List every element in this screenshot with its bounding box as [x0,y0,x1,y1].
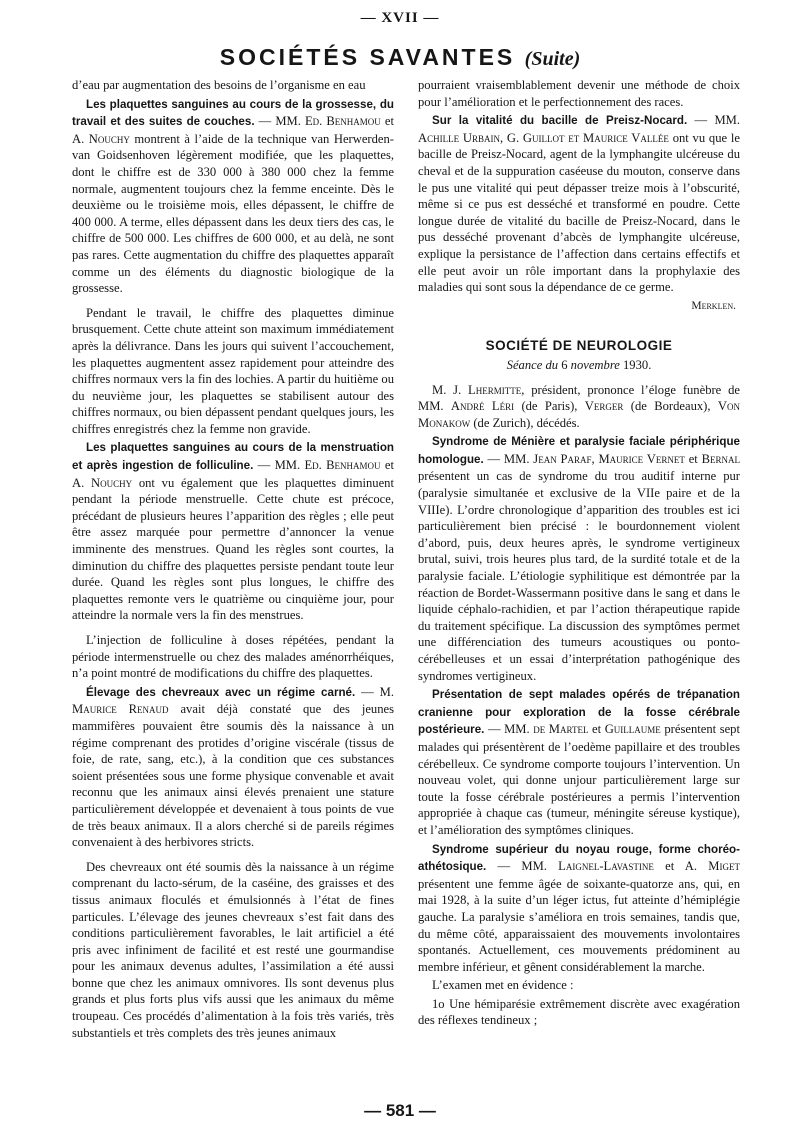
continuation-paragraph: pourraient vraisemblablement devenir une méthode de choix pour l’amélioration et le perfectionnement des races. [418,78,740,109]
article-text: présentent un cas de syndrome du trou auditif interne pur (paralysie simultanée et exclusive de la VIIe paire et de la VIIIe). L’ordre chronologique d’apparition des troubles est ici particulièrement bien précisé : le bourdonnement violent d’abord, puis, deux heures après, le syndrome vertigineux brutal, suivi, trois heures plus tard, de la surdité totale et de la paralysie faciale. L’étiologie syphilitique est démontrée par la réaction de Bordet-Wassermann positive dans le sang et dans le liquide céphalo-rachidien, et par l’action thérapeutique rapide du traitement spécifique. La discussion des symptômes permet une différenciation des tumeurs acoustiques ou ponto-cérébelleuses et un essai d’interprétation pathogénique des syndromes vertigineux. [418,469,740,683]
author-name: Maurice Renaud [72,702,169,717]
article-title: Syndrome de Ménière et paralysie faciale périphérique homologue. [418,435,740,466]
article-text: montrent à l’aide de la technique van Herwerden-van Goidsenhoven légèrement modifiée, que les plaquettes, dont le chiffre est de 330 000 à 380 000 chez la femme normale, augmentent toujours chez la femme enceinte. Dès le deuxième ou le troisième mois, elles dépassent, le chiffre de 400 000. A terme, elles dépassent dans les deux tiers des cas, le chiffre de 500 000. Les chiffres de 600 000, et au delà, ne sont pas rares. Cette augmentation du chiffre des plaquettes apparaît comme un des éléments du diagnostic biologique de la grossesse. [72,131,394,296]
left-column [72,77,394,1099]
article-plaquettes-menstruation: Les plaquettes sanguines au cours de la menstruation et après ingestion de folliculine. — MM. Ed. Benhamou et A. Nouchy ont vu également que les plaquettes diminuent pendant la période menstruelle. Cette chute est précoce, précédant de plusieurs heures l’apparition des règles ; elle peut être assez marquée pour permettre d’annoncer la venue imminente des menstrues. Quand les règles sont courtes, la diminution du chiffre des plaquettes persiste pendant toute leur durée. Quand les règles sont plus longues, le chiffre des plaquettes remonte vers le quatrième ou cinquième jour, pour atteindre la normale vers la fin des menstrues. [72,441,394,623]
article-preisz-nocard: Sur la vitalité du bacille de Preisz-Nocard. — MM. Achille Urbain, G. Guillot et Maurice Vallée ont vu que le bacille de Preisz-Nocard, agent de la lymphangite ulcéreuse du cheval et de la suppuration caséeuse du mouton, conserve dans le pus une vitalité qui peut dépasser treize mois à l’obscurité, même si ce pus est desséché et transformé en poudre. Cette longue durée de vitalité du bacille de Preisz-Nocard, dans le pus desséché provenant d’abcès de lymphangite ulcéreuse, explique la persistance de l’affection dans certains effectifs et elle peut avoir un rôle important dans la prophylaxie des maladies qui sont sous la dépendance de ce germe. [418,113,740,295]
article-paragraph: L’examen met en évidence : [432,978,574,993]
article-paragraph: Pendant le travail, le chiffre des plaquettes diminue brusquement. Cette chute atteint son maximum immédiatement après la délivrance. Dans les jours qui suivent l’accouchement, les plaquettes augmentent assez rapidement pour atteindre des chiffres normaux vers la fin des lochies. A partir du huitième ou du neuvième jour, les plaquettes se stabilisent autour des chiffres normaux, ou bien dépassent pendant quelques jours, les chiffres enregistrés chez la femme non gravide. [72,305,394,436]
article-title: Présentation de sept malades opérés de trépanation cranienne pour exploration de la fosse cérébrale postérieure. [418,688,740,737]
article-title: Les plaquettes sanguines au cours de la grossesse, du travail et des suites de couches. [72,97,394,129]
signature: Merklen. [691,299,736,312]
heading-suite: (Suite) [524,48,581,70]
article-meniere: Syndrome de Ménière et paralysie faciale périphérique homologue. — MM. Jean Paraf, Maurice Vernet et Bernal présentent un cas de syndrome du trou auditif interne pur (paralysie simultanée et exclusive de la VIIe paire et de la VIIIe). L’ordre chronologique d’apparition des troubles est ici particulièrement bien précisé : le bourdonnement violent d’abord, puis, deux heures après, le syndrome vertigineux brutal, suivi, trois heures plus tard, de la surdité totale et de la paralysie faciale. L’étiologie syphilitique est démontrée par la réaction de Bordet-Wassermann positive dans le sang et dans le liquide céphalo-rachidien, et par l’action thérapeutique rapide du traitement spécifique. La discussion des symptômes permet une différenciation des tumeurs acoustiques ou ponto-cérébelleuses et un essai d’interprétation pathogénique des syndromes vertigineux. [418,435,740,683]
continuation-paragraph: d’eau par augmentation des besoins de l’organisme en eau [72,78,366,92]
article-trepanation: Présentation de sept malades opérés de trépanation cranienne pour exploration de la fosse cérébrale postérieure. — MM. de Martel et Guillaume présentent sept malades qui présentèrent de l’oedème papillaire et des troubles cérébelleux. Ce syndrome comporte toujours l’intervention. Un nouveau volet, qui donne unjour particulièrement large sur toute la fosse cérébrale postérieures a permis l’intervention appropriée à chaque cas (tumeur, méningite séreuse kystique), et l’amélioration des symptômes cliniques. [418,688,740,837]
author-name: Verger [584,399,624,414]
article-paragraph: Des chevreaux ont été soumis dès la naissance à un régime comprenant du lacto-sérum, de la caséine, des graisses et des tissus animaux floculés et émulsionnés à l’état de fines particules. L’élevage des jeunes chevreaux s’est fait dans des conditions particulièrement favorables, le lait artificiel a été pris avec infiniment de facilité et est resté une gourmandise pour les animaux devenus adultes, l’assimilation a été aussi bonne que chez les animaux omnivores. Ils sont devenus plus grands et plus forts plus vifs aussi que les animaux du même troupeau. Ces procédés d’alimentation à la fois très variés, très substantiels et très complets des très jeunes animaux [72,859,394,1040]
author-name: Laignel-Lavastine [558,859,654,874]
article-title: Élevage des chevreaux avec un régime carné. [86,685,356,699]
article-title: Syndrome supérieur du noyau rouge, forme choréo-athétosique. [418,842,740,874]
article-text: présentent une femme âgée de soixante-quatorze ans, qui, en mai 1928, à la suite d’un léger ictus, fut atteinte d’hémiplégie gauche. La paralysie s’améliora en trois semaines, tandis que, du même côté, apparaissaient des mouvements involontaires spontanés. Actuellement, ces mouvements prédominent au membre inférieur, et gênent considérablement la marche. [418,876,740,974]
page-heading [0,44,800,71]
article-text: avait déjà constaté que des jeunes mammifères pouvaient être soumis dès la naissance à un régime comprenant des protides d’origine viscérale (tissus de foie, de rate, sang, etc.), à la condition que ces substances soient présentées sous une forme physique convenable et avait reconnu que les animaux ainsi élevés prenaient une stature particulièrement développée et devenaient à tous points de vue de très beaux animaux. Il a alors cherché si de pareils régimes convenaient à des herbivores stricts. [72,702,394,850]
author-name: Ed. Benhamou [304,114,381,129]
author-name: Achille Urbain, G. Guillot et Maurice Vallée [418,130,669,145]
author-name: Lhermitte [468,382,522,397]
author-name: de Martel [533,722,589,737]
author-name: Ed. Benhamou [304,458,381,473]
article-elevage-chevreaux: Élevage des chevreaux avec un régime carné. — M. Maurice Renaud avait déjà constaté que des jeunes mammifères pouvaient être soumis dès la naissance à un régime comprenant des protides d’origine viscérale (tissus de foie, de rate, sang, etc.), à la condition que ces substances soient présentées sous une forme physique convenable et avait reconnu que les animaux ainsi élevés prenaient une stature particulièrement développée et devenaient à tous points de vue de très beaux animaux. Il a alors cherché si de pareils régimes convenaient à des herbivores stricts. [72,684,394,850]
article-text: présentent sept malades qui présentèrent de l’oedème papillaire et des troubles cérébelleux. Ce syndrome comporte toujours l’intervention. Un nouveau volet, qui donne unjour particulièrement large sur toute la fosse cérébrale postérieures a permis l’intervention appropriée à chaque cas (tumeur, méningite séreuse kystique), et l’amélioration des symptômes cliniques. [418,722,740,837]
author-name: André Léri [450,399,515,414]
right-column [418,77,740,1099]
author-name: Jean Paraf, Maurice Vernet [533,451,685,466]
author-name: Nouchy [88,131,130,146]
article-title: Sur la vitalité du bacille de Preisz-Nocard. [432,114,688,128]
article-text: ont vu également que les plaquettes diminuent pendant la période menstruelle. Cette chute est précoce, précédant de plusieurs heures l’apparition des règles ; elle peut être assez marquée pour permettre d’annoncer la venue imminente des menstrues. Quand les règles sont courtes, la diminution du chiffre des plaquettes persiste pendant toute leur durée. Quand les règles sont plus longues, le chiffre des plaquettes remonte vers le quatrième ou cinquième jour, pour atteindre la normale vers la fin des menstrues. [72,475,394,623]
article-title: Les plaquettes sanguines au cours de la menstruation et après ingestion de folliculine. [72,441,394,473]
roman-folio: — XVII — [360,10,440,26]
article-paragraph: 1o Une hémiparésie extrêmement discrète avec exagération des réflexes tendineux ; [418,996,740,1028]
article-plaquettes-grossesse: Les plaquettes sanguines au cours de la grossesse, du travail et des suites de couches. — MM. Ed. Benhamou et A. Nouchy montrent à l’aide de la technique van Herwerden-van Goidsenhoven légèrement modifiée, que les plaquettes, dont le chiffre est de 330 000 à 380 000 chez la femme normale, augmentent toujours chez la femme enceinte. Dès le deuxième ou le troisième mois, elles dépassent, le chiffre de 400 000. A terme, elles dépassent dans les deux tiers des cas, le chiffre de 500 000. Les chiffres de 600 000, et au delà, ne sont pas rares. Cette augmentation du chiffre des plaquettes apparaît comme un des éléments du diagnostic biologique de la grossesse. [72,97,394,296]
eloge-paragraph: M. J. Lhermitte, président, prononce l’éloge funèbre de MM. André Léri (de Paris), Verger (de Bordeaux), Von Monakow (de Zurich), décédés. [418,382,740,430]
heading-title: SOCIÉTÉS SAVANTES [219,44,516,70]
author-name: Bernal [701,451,740,466]
author-name: Miget [708,859,740,874]
article-text: ont vu que le bacille de Preisz-Nocard, agent de la lymphangite ulcéreuse du cheval et de la suppuration caséeuse du mouton, conserve dans le pus une vitalité qui peut dépasser treize mois à l’obscurité, même si ce pus est desséché et transformé en poudre. Cette longue durée de vitalité du bacille de Preisz-Nocard, dans le pus desséché provenant d’abcès de lymphangite ulcéreuse, explique la persistance de l’affection dans certains effectifs et elle peut avoir un rôle important dans la prophylaxie des maladies qui sont sous la dépendance de ce germe. [418,130,740,295]
author-name: Guillaume [604,722,661,737]
author-name: Von Monakow [418,399,740,430]
page-number: — 581 — [364,1101,436,1120]
article-noyau-rouge: Syndrome supérieur du noyau rouge, forme choréo-athétosique. — MM. Laignel-Lavastine et A. Miget présentent une femme âgée de soixante-quatorze ans, qui, en mai 1928, à la suite d’un léger ictus, fut atteinte d’hémiplégie gauche. La paralysie s’améliora en trois semaines, tandis que, du même côté, apparaissaient des mouvements involontaires spontanés. Actuellement, ces mouvements prédominent au membre inférieur, et gênent considérablement la marche. [418,842,740,974]
section-title: SOCIÉTÉ DE NEUROLOGIE [485,338,673,354]
seance-line: Séance du 6 novembre 1930. [506,357,652,372]
article-paragraph: L’injection de folliculine à doses répétées, pendant la période intermenstruelle ou chez des malades aménorrhéiques, n’a point montré de modifications du chiffre des plaquettes. [72,633,394,681]
author-name: Nouchy [90,475,133,490]
